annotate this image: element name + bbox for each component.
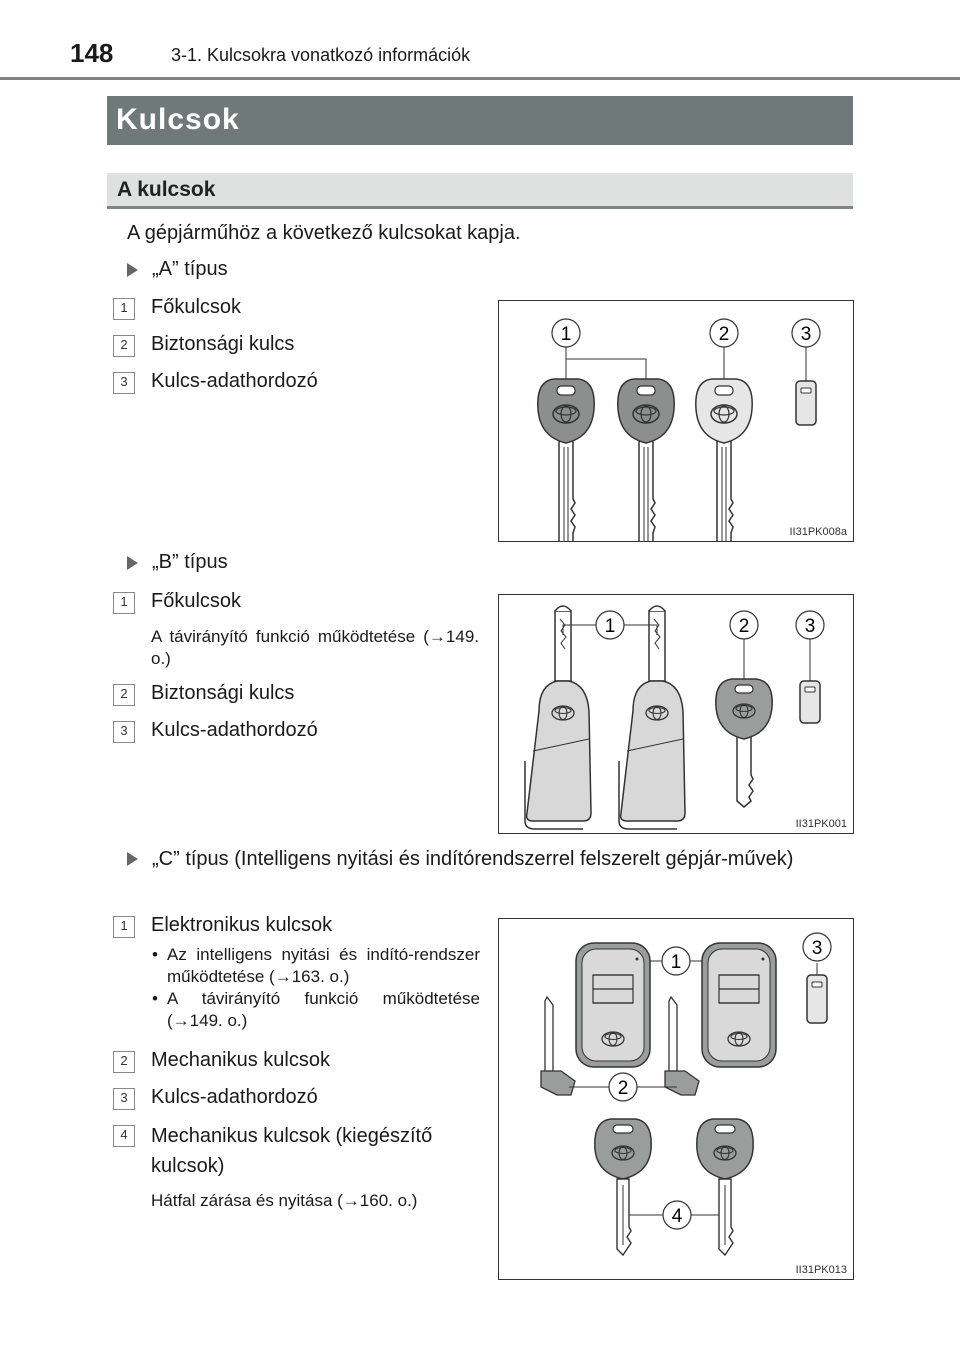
mechanical-key-2 — [665, 997, 699, 1095]
svg-text:2: 2 — [718, 324, 730, 345]
additional-mech-key-1 — [595, 1119, 651, 1255]
type-c-item-1: Elektronikus kulcsok — [151, 914, 333, 936]
item-number-badge: 3 — [113, 372, 135, 394]
svg-text:4: 4 — [671, 1206, 683, 1227]
type-c-item-2: Mechanikus kulcsok — [151, 1049, 330, 1071]
callout-1 — [552, 319, 580, 347]
callout-3 — [803, 933, 831, 961]
section-title-bar — [107, 96, 853, 145]
section-title: Kulcsok — [116, 103, 240, 136]
figure-code: II31PK013 — [795, 1264, 847, 1276]
remote-key-1 — [525, 606, 591, 829]
triangle-bullet-icon — [127, 556, 138, 570]
running-head: 3-1. Kulcsokra vonatkozó információk — [171, 45, 471, 65]
type-a-label: „A” típus — [152, 258, 228, 280]
master-key-1 — [538, 379, 594, 541]
type-b-keys-illustration — [499, 595, 853, 833]
type-c-item-1-bullets — [147, 944, 480, 1032]
callout-1 — [662, 947, 690, 975]
intro-text: A gépjárműhöz a következő kulcsokat kapja. — [127, 222, 521, 244]
type-b-item-1: Főkulcsok — [151, 590, 242, 612]
item-number-badge: 3 — [113, 721, 135, 743]
bullet-item: • A távirányító funkció működtetése (→149. o.) — [147, 988, 480, 1032]
type-c-item-3: Kulcs-adathordozó — [151, 1086, 318, 1108]
callout-2 — [609, 1073, 637, 1101]
type-a-item-2: Biztonsági kulcs — [151, 333, 295, 355]
bullet-item: • Az intelligens nyitási és indító-rendszer működtetése (→163. o.) — [147, 944, 480, 988]
svg-text:1: 1 — [604, 616, 616, 637]
key-number-plate — [796, 381, 816, 425]
callout-4 — [663, 1201, 691, 1229]
callout-3 — [792, 319, 820, 347]
callout-2 — [730, 611, 758, 639]
figure-code: II31PK008a — [789, 526, 847, 538]
svg-text:3: 3 — [811, 938, 823, 959]
type-b-item-1-note: A távirányító funkció működtetése (→149. o.) — [151, 627, 479, 668]
type-c-label: „C” típus (Intelligens nyitási és indítórendszerrel felszerelt gépjár-művek) — [152, 848, 794, 870]
item-number-badge: 1 — [113, 592, 135, 614]
triangle-bullet-icon — [127, 263, 138, 277]
header-rule — [0, 77, 960, 80]
type-b-item-3: Kulcs-adathordozó — [151, 719, 318, 741]
additional-mech-key-2 — [697, 1119, 753, 1255]
valet-key — [696, 379, 752, 541]
type-c-item-4: Mechanikus kulcsok (kiegészítő kulcsok) — [151, 1125, 433, 1177]
type-a-figure — [498, 300, 854, 542]
svg-text:1: 1 — [560, 324, 572, 345]
type-b-figure — [498, 594, 854, 834]
electronic-key-1 — [576, 943, 650, 1067]
item-number-badge: 1 — [113, 916, 135, 938]
valet-key — [716, 679, 772, 807]
svg-text:3: 3 — [804, 616, 816, 637]
key-number-plate — [800, 681, 820, 723]
figure-code: II31PK001 — [795, 818, 847, 830]
master-key-2 — [618, 379, 674, 541]
type-b-heading — [127, 551, 228, 574]
type-b-label: „B” típus — [152, 551, 228, 573]
page-number: 148 — [70, 38, 114, 68]
type-a-keys-illustration — [499, 301, 853, 541]
type-a-item-1: Főkulcsok — [151, 296, 242, 318]
callout-3 — [796, 611, 824, 639]
key-number-plate — [807, 975, 827, 1023]
triangle-bullet-icon — [127, 852, 138, 866]
type-c-figure — [498, 918, 854, 1280]
item-number-badge: 2 — [113, 684, 135, 706]
item-number-badge: 2 — [113, 335, 135, 357]
callout-2 — [710, 319, 738, 347]
type-c-heading — [127, 843, 853, 875]
item-number-badge: 3 — [113, 1088, 135, 1110]
svg-text:2: 2 — [738, 616, 750, 637]
item-number-badge: 2 — [113, 1051, 135, 1073]
type-b-item-2: Biztonsági kulcs — [151, 682, 295, 704]
svg-text:2: 2 — [617, 1078, 629, 1099]
svg-text:1: 1 — [670, 952, 682, 973]
type-a-item-3: Kulcs-adathordozó — [151, 370, 318, 392]
type-c-item-4-note: Hátfal zárása és nyitása (→160. o.) — [151, 1191, 418, 1210]
item-number-badge: 1 — [113, 298, 135, 320]
type-c-keys-illustration — [499, 919, 853, 1279]
item-number-badge: 4 — [113, 1125, 135, 1147]
subsection-title: A kulcsok — [117, 178, 216, 201]
subsection-title-bar — [107, 173, 853, 209]
svg-text:3: 3 — [800, 324, 812, 345]
electronic-key-2 — [702, 943, 776, 1067]
callout-1 — [596, 611, 624, 639]
remote-key-2 — [619, 606, 685, 829]
type-a-heading — [127, 258, 228, 281]
mechanical-key-1 — [541, 997, 575, 1095]
